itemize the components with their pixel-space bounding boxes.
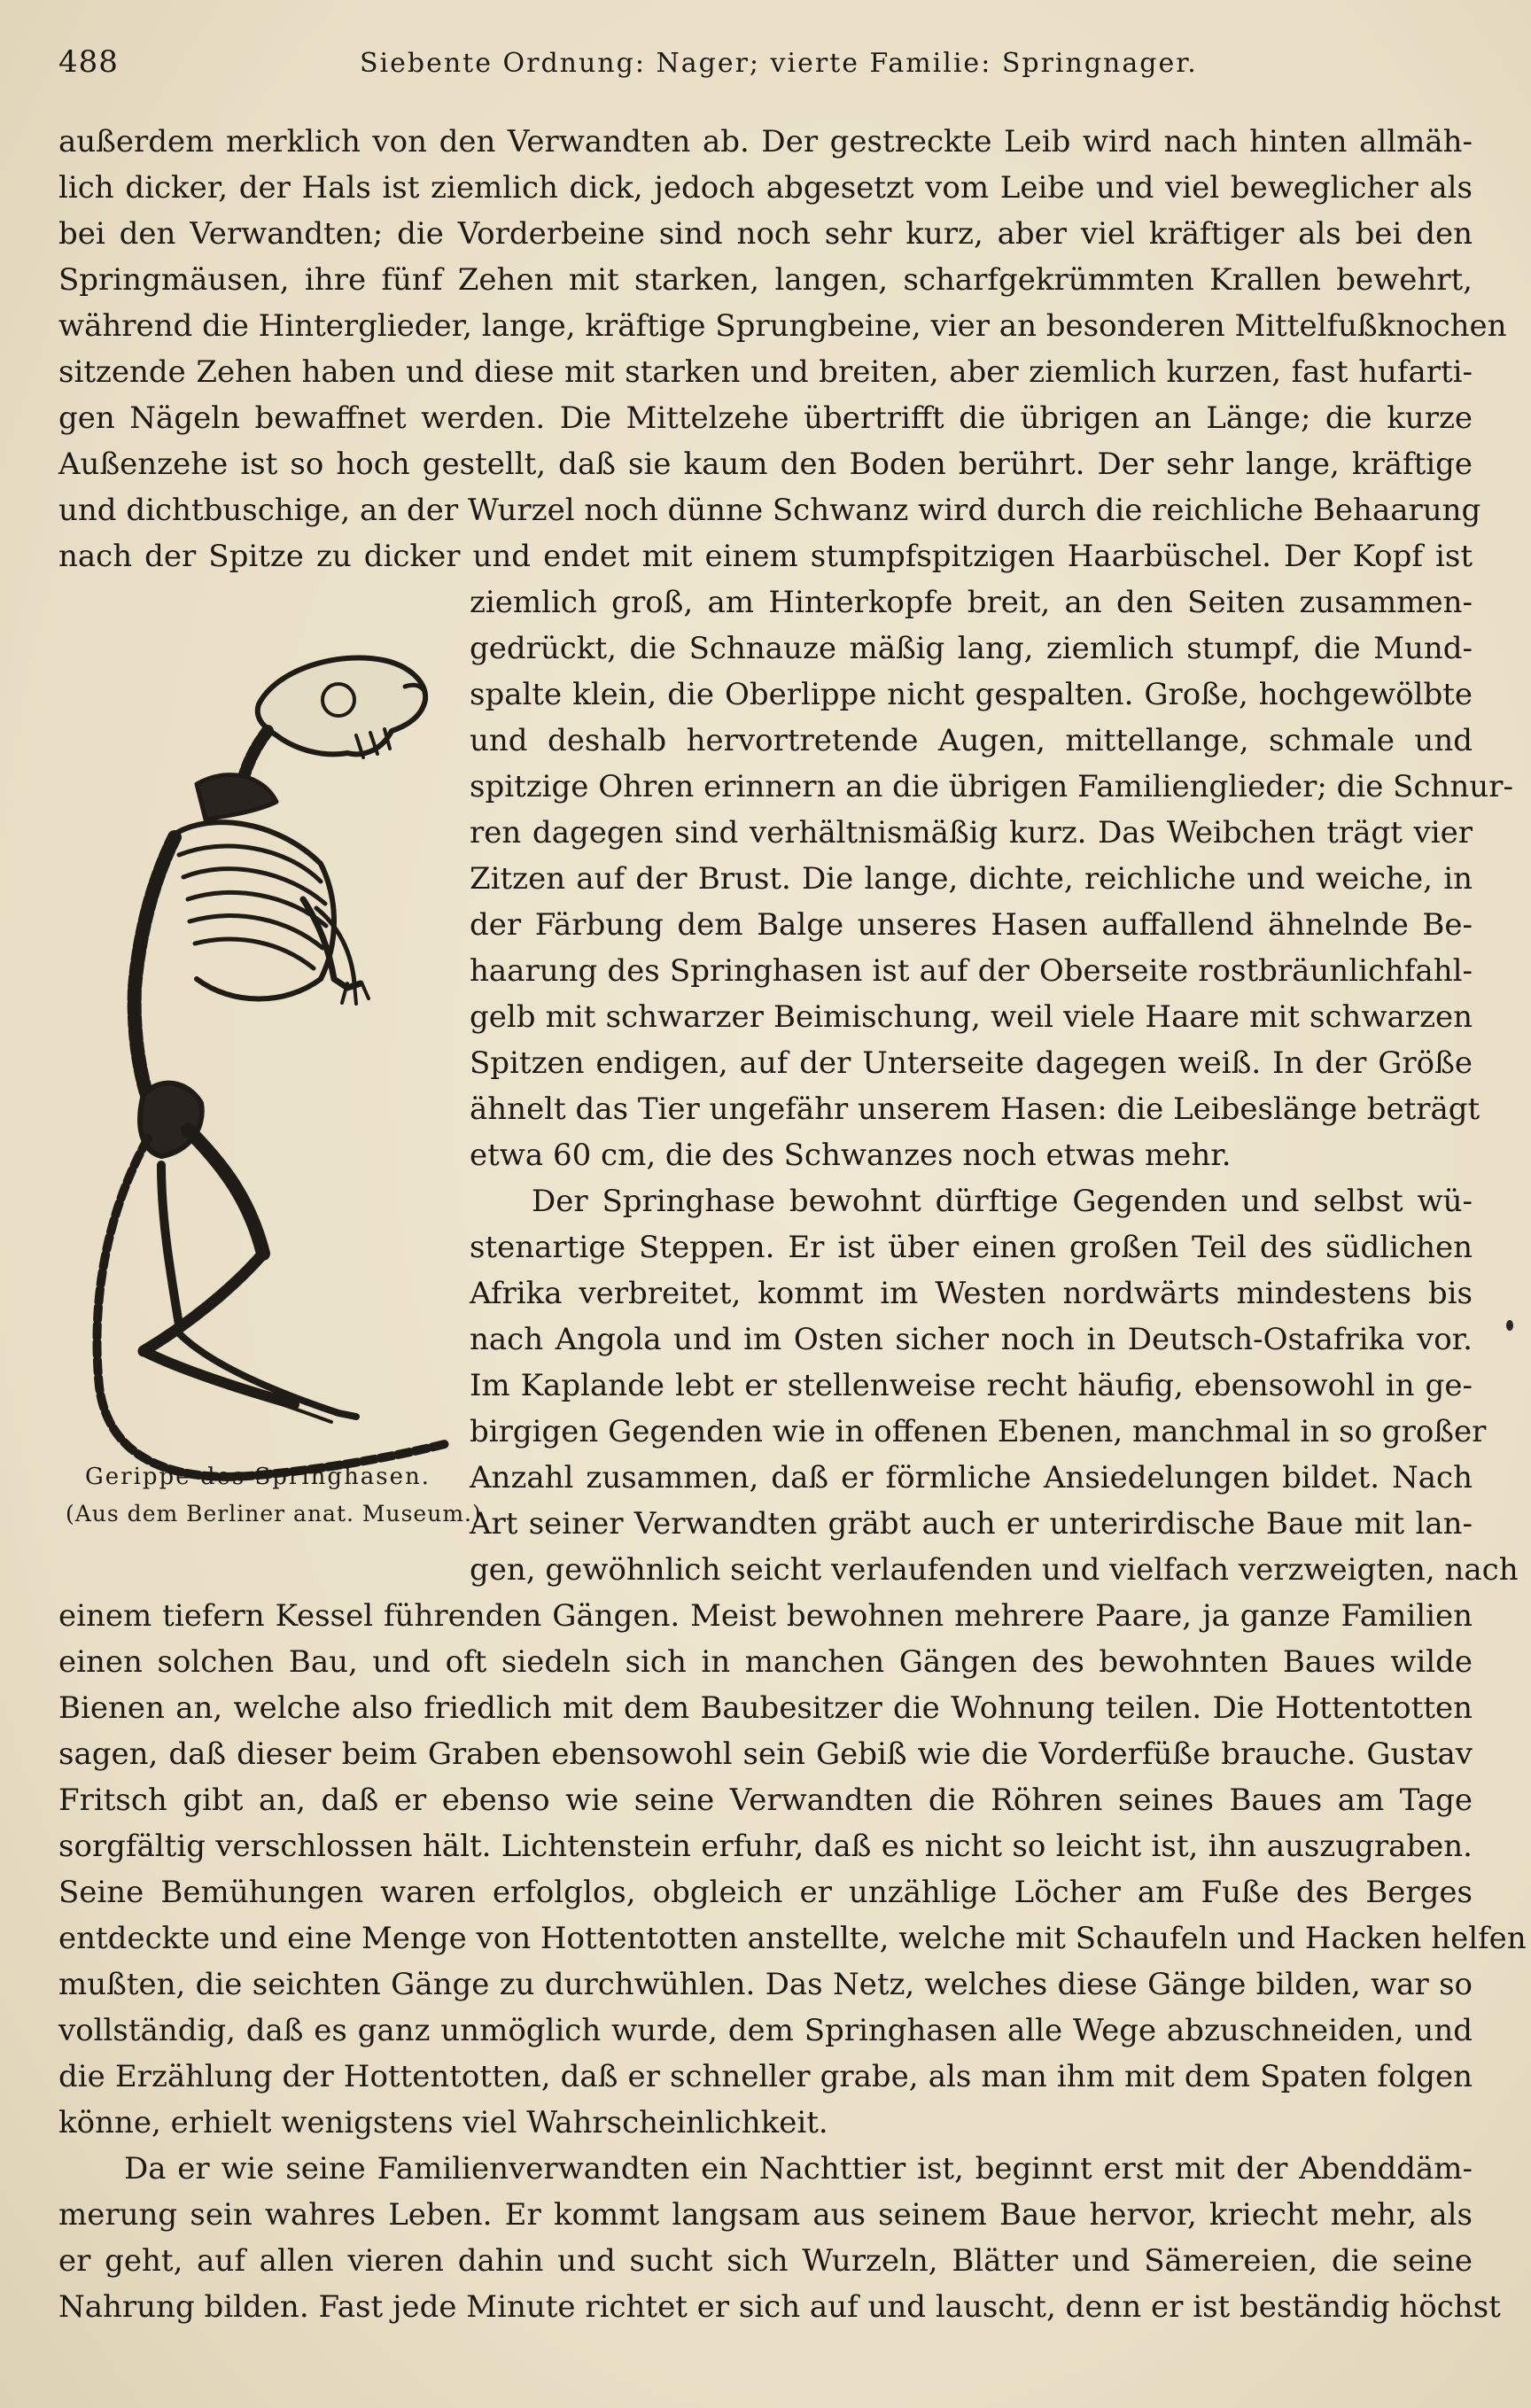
text-line: Seine Bemühungen waren erfolglos, obgleich er unzählige Löcher am Fuße des Berges xyxy=(58,1875,1473,1910)
text-line: nach der Spitze zu dicker und endet mit einem stumpfspitzigen Haarbüschel. Der Kopf ist xyxy=(58,539,1473,574)
text-line: der Färbung dem Balge unseres Hasen auffallend ähnelnde Be- xyxy=(470,907,1473,943)
text-line: Art seiner Verwandten gräbt auch er unterirdische Baue mit lan- xyxy=(470,1506,1473,1542)
figure-caption-title: Gerippe des Springhasen. xyxy=(85,1464,431,1490)
text-line: ziemlich groß, am Hinterkopfe breit, an den Seiten zusammen- xyxy=(470,585,1473,620)
text-line: Da er wie seine Familienverwandten ein Nachttier ist, beginnt erst mit der Abenddäm- xyxy=(124,2151,1473,2187)
text-line: Außenzehe ist so hoch gestellt, daß sie kaum den Boden berührt. Der sehr lange, kräftige xyxy=(58,447,1473,482)
text-line: gen Nägeln bewaffnet werden. Die Mittelzehe übertrifft die übrigen an Länge; die kurze xyxy=(58,400,1473,436)
text-line: spitzige Ohren erinnern an die übrigen Familienglieder; die Schnur- xyxy=(470,769,1513,804)
text-line: die Erzählung der Hottentotten, daß er schneller grabe, als man ihm mit dem Spaten folgen xyxy=(58,2059,1473,2094)
text-line: lich dicker, der Hals ist ziemlich dick, jedoch abgesetzt vom Leibe und viel beweglicher als xyxy=(58,170,1473,206)
text-line: ähnelt das Tier ungefähr unserem Hasen: die Leibeslänge beträgt xyxy=(470,1091,1480,1127)
text-line: stenartige Steppen. Er ist über einen großen Teil des südlichen xyxy=(470,1230,1473,1265)
running-head: Siebente Ordnung: Nager; vierte Familie: Springnager. xyxy=(360,48,1198,79)
text-line: er geht, auf allen vieren dahin und sucht sich Wurzeln, Blätter und Sämereien, die seine xyxy=(58,2243,1473,2279)
text-line: nach Angola und im Osten sicher noch in Deutsch-Ostafrika vor. xyxy=(470,1322,1473,1357)
text-line: Der Springhase bewohnt dürftige Gegenden und selbst wü- xyxy=(532,1184,1473,1219)
text-line: Fritsch gibt an, daß er ebenso wie seine Verwandten die Röhren seines Baues am Tage xyxy=(58,1783,1473,1818)
text-line: Zitzen auf der Brust. Die lange, dichte, reichliche und weiche, in xyxy=(470,861,1473,897)
margin-ink-dot xyxy=(1506,1320,1513,1331)
text-line: etwa 60 cm, die des Schwanzes noch etwas mehr. xyxy=(470,1138,1232,1173)
text-line: und dichtbuschige, an der Wurzel noch dünne Schwanz wird durch die reichliche Behaarung xyxy=(58,493,1481,528)
text-line: merung sein wahres Leben. Er kommt langsam aus seinem Baue hervor, kriecht mehr, als xyxy=(58,2197,1473,2233)
page-header xyxy=(58,44,1473,89)
text-line: Afrika verbreitet, kommt im Westen nordwärts mindestens bis xyxy=(470,1276,1473,1311)
text-line: ren dagegen sind verhältnismäßig kurz. Das Weibchen trägt vier xyxy=(470,815,1473,851)
text-line: könne, erhielt wenigstens viel Wahrscheinlichkeit. xyxy=(58,2105,828,2140)
text-line: gedrückt, die Schnauze mäßig lang, ziemlich stumpf, die Mund- xyxy=(470,631,1473,666)
text-line: vollständig, daß es ganz unmöglich wurde, dem Springhasen alle Wege abzuschneiden, und xyxy=(58,2013,1473,2048)
springhare-skeleton-illustration xyxy=(55,633,462,1528)
text-line: und deshalb hervortretende Augen, mittellange, schmale und xyxy=(470,723,1473,758)
text-line: spalte klein, die Oberlippe nicht gespalten. Große, hochgewölbte xyxy=(470,677,1473,712)
text-line: sagen, daß dieser beim Graben ebensowohl sein Gebiß wie die Vorderfüße brauche. Gustav xyxy=(58,1736,1473,1772)
text-line: Anzahl zusammen, daß er förmliche Ansiedelungen bildet. Nach xyxy=(470,1460,1473,1495)
text-line: einen solchen Bau, und oft siedeln sich in manchen Gängen des bewohnten Baues wilde xyxy=(58,1644,1473,1680)
text-line: sitzende Zehen haben und diese mit starken und breiten, aber ziemlich kurzen, fast hufarti- xyxy=(58,354,1473,390)
figure-caption-source: (Aus dem Berliner anat. Museum.) xyxy=(66,1501,482,1526)
text-line: Spitzen endigen, auf der Unterseite dagegen weiß. In der Größe xyxy=(470,1045,1473,1081)
text-line: außerdem merklich von den Verwandten ab. Der gestreckte Leib wird nach hinten allmäh- xyxy=(58,124,1473,159)
text-line: haarung des Springhasen ist auf der Oberseite rostbräunlichfahl- xyxy=(470,953,1473,989)
text-line: gen, gewöhnlich seicht verlaufenden und vielfach verzweigten, nach xyxy=(470,1552,1519,1588)
text-line: bei den Verwandten; die Vorderbeine sind noch sehr kurz, aber viel kräftiger als bei den xyxy=(58,216,1473,252)
text-line: Im Kaplande lebt er stellenweise recht häufig, ebensowohl in ge- xyxy=(470,1368,1473,1403)
text-line: Springmäusen, ihre fünf Zehen mit starken, langen, scharfgekrümmten Krallen bewehrt, xyxy=(58,262,1473,298)
text-line: entdeckte und eine Menge von Hottentotten anstellte, welche mit Schaufeln und Hacken helfen xyxy=(58,1921,1527,1956)
text-line: gelb mit schwarzer Beimischung, weil viele Haare mit schwarzen xyxy=(470,999,1473,1035)
text-line: Bienen an, welche also friedlich mit dem Baubesitzer die Wohnung teilen. Die Hottentotten xyxy=(58,1690,1473,1726)
text-line: einem tiefern Kessel führenden Gängen. Meist bewohnen mehrere Paare, ja ganze Familien xyxy=(58,1598,1473,1634)
text-line: birgigen Gegenden wie in offenen Ebenen, manchmal in so großer xyxy=(470,1414,1487,1449)
text-line: mußten, die seichten Gänge zu durchwühlen. Das Netz, welches diese Gänge bilden, war so xyxy=(58,1967,1473,2002)
text-line: während die Hinterglieder, lange, kräftige Sprungbeine, vier an besonderen Mittelfußknochen xyxy=(58,308,1507,344)
text-line: sorgfältig verschlossen hält. Lichtenstein erfuhr, daß es nicht so leicht ist, ihn auszugraben. xyxy=(58,1829,1473,1864)
page-number: 488 xyxy=(58,44,119,80)
text-line: Nahrung bilden. Fast jede Minute richtet er sich auf und lauscht, denn er ist beständig höchst xyxy=(58,2289,1501,2325)
